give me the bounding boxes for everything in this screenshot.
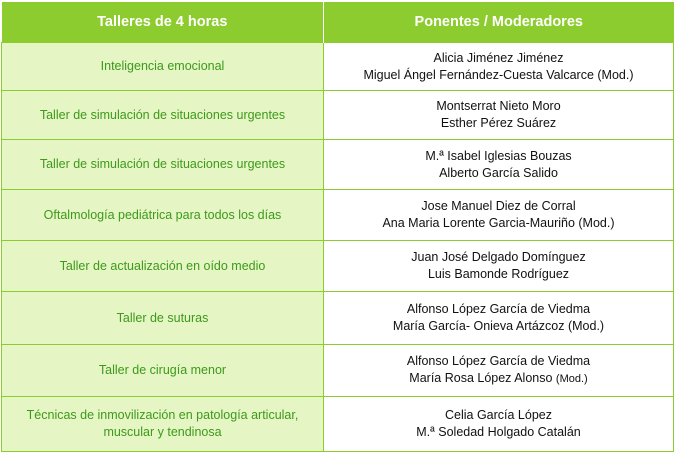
workshop-cell: Inteligencia emocional: [2, 43, 324, 91]
workshop-cell: Taller de cirugía menor: [2, 345, 324, 397]
table-row: [2, 345, 674, 397]
table-header: [2, 2, 674, 43]
speakers-cell: [324, 345, 674, 397]
speaker-name: Juan José Delgado Domínguez: [411, 250, 586, 264]
table-row: [2, 190, 674, 241]
workshop-cell: Taller de actualización en oído medio: [2, 241, 324, 292]
speaker-name: Alfonso López García de Viedma: [406, 354, 591, 368]
table-row: [2, 91, 674, 140]
workshop-cell: Taller de suturas: [2, 292, 324, 345]
speakers-cell: [324, 91, 674, 140]
speaker-name: Alicia Jiménez Jiménez: [433, 50, 564, 65]
moderator-suffix: (Mod.): [555, 373, 588, 385]
speakers-column-header: Ponentes / Moderadores: [324, 2, 674, 43]
table-row: [2, 43, 674, 91]
speaker-name: Alberto García Salido: [439, 165, 558, 180]
workshop-cell: Taller de simulación de situaciones urgentes: [2, 91, 324, 140]
speakers-cell: [324, 140, 674, 190]
table-row: [2, 140, 674, 190]
speaker-name: Celia García López: [444, 408, 552, 422]
table-row: [2, 397, 674, 452]
speaker-name: Esther Pérez Suárez: [440, 116, 557, 130]
speaker-name: [330, 370, 667, 388]
speaker-name-text: María Rosa López Alonso: [409, 371, 553, 385]
workshop-cell: Técnicas de inmovilización en patología articular, muscular y tendinosa: [2, 397, 324, 452]
speaker-name: Jose Manuel Diez de Corral: [421, 199, 576, 213]
speaker-name: Luis Bamonde Rodríguez: [427, 267, 570, 281]
speaker-name: Montserrat Nieto Moro: [436, 99, 561, 113]
speakers-cell: [324, 190, 674, 241]
speakers-cell: [324, 43, 674, 91]
speaker-name: M.ª Soledad Holgado Catalán: [416, 425, 581, 439]
workshop-cell: Oftalmología pediátrica para todos los días: [2, 190, 324, 241]
table-row: [2, 292, 674, 345]
speakers-cell: [324, 292, 674, 345]
speaker-name: María García- Onieva Artázcoz (Mod.): [392, 319, 605, 333]
speaker-name: Alfonso López García de Viedma: [406, 302, 591, 316]
speaker-name: M.ª Isabel Iglesias Bouzas: [425, 148, 572, 163]
table-row: [2, 241, 674, 292]
speakers-cell: [324, 397, 674, 452]
workshops-table: [1, 2, 674, 452]
header-row: [2, 2, 674, 43]
speaker-name: Miguel Ángel Fernández-Cuesta Valcarce (Mod.): [363, 67, 634, 82]
speakers-cell: [324, 241, 674, 292]
workshop-cell: Taller de simulación de situaciones urgentes: [2, 140, 324, 190]
table-body: [2, 43, 674, 452]
speaker-name: Ana Maria Lorente Garcia-Mauriño (Mod.): [382, 216, 615, 230]
workshop-column-header: Talleres de 4 horas: [2, 2, 324, 43]
